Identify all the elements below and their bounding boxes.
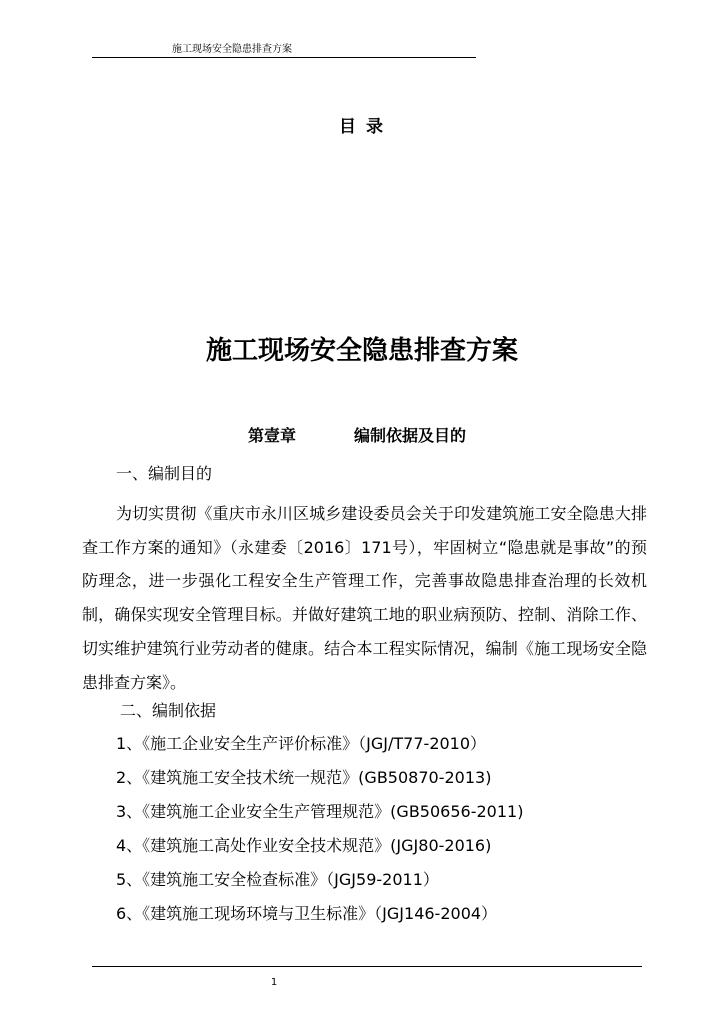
- chapter-number: 第壹章: [248, 426, 297, 445]
- basis-list-item: 4、《建筑施工高处作业安全技术规范》(JGJ80-2016): [116, 836, 492, 855]
- section-heading-purpose: 一、编制目的: [116, 464, 213, 483]
- toc-heading: 目 录: [339, 117, 385, 137]
- document-title: 施工现场安全隐患排查方案: [205, 336, 518, 366]
- basis-list-item: 1、《施工企业安全生产评价标准》（JGJ/T77-2010）: [116, 734, 487, 753]
- purpose-paragraph: 为切实贯彻《重庆市永川区城乡建设委员会关于印发建筑施工安全隐患大排查工作方案的通知》（永建委〔2016〕171号），牢固树立“隐患就是事故”的预防理念，进一步强化工程安全生产管理工作，完善事故隐患排查治理的长效机制，确保实现安全管理目标。并做好建筑工地的职业病预防、控制、消除工作、切实维护建筑行业劳动者的健康。结合本工程实际情况，编制《施工现场安全隐患排查方案》。: [82, 504, 647, 692]
- chapter-title: 编制依据及目的: [354, 426, 467, 445]
- basis-list-item: 2、《建筑施工安全技术统一规范》(GB50870-2013): [116, 768, 492, 787]
- page-number: 1: [270, 977, 278, 988]
- basis-list-item: 6、《建筑施工现场环境与卫生标准》（JGJ146-2004）: [116, 904, 498, 923]
- running-header: 施工现场安全隐患排查方案: [172, 44, 292, 55]
- basis-list-item: 5、《建筑施工安全检查标准》（JGJ59-2011）: [116, 870, 439, 889]
- basis-list-item: 3、《建筑施工企业安全生产管理规范》(GB50656-2011): [116, 802, 524, 821]
- footer-rule: [92, 966, 642, 967]
- header-rule: [92, 57, 476, 58]
- section-heading-basis: 二、编制依据: [120, 701, 217, 720]
